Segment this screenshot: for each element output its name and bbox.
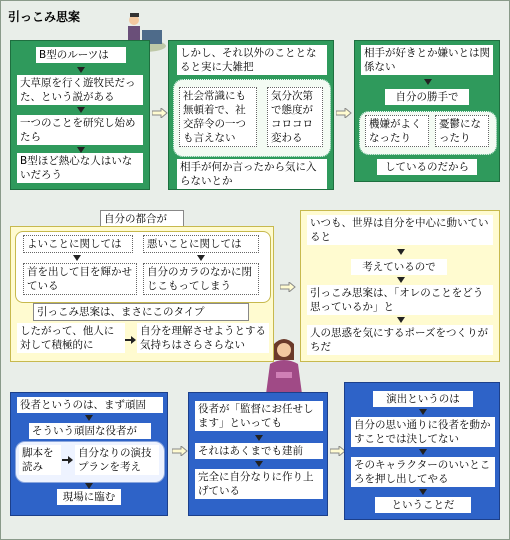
- roots-item-1: 大草原を行く遊牧民だった、という説がある: [17, 75, 143, 105]
- self-top: いつも、世界は自分を中心に動いていると: [307, 215, 493, 245]
- actor-top: 役者というのは、まず頑固: [17, 397, 163, 413]
- right-arrow-icon: [172, 446, 188, 456]
- arrow-icon: [73, 255, 81, 261]
- panel-otherwise: [168, 40, 334, 190]
- arrow-icon: [255, 461, 263, 467]
- panel-actor: [10, 392, 168, 516]
- good-text: 首を出して目を輝かせている: [23, 263, 137, 295]
- good-label: よいことに関しては: [23, 235, 133, 253]
- otherwise-left: 社会常識にも無頓着で、社交辞令の一つも言えない: [179, 87, 257, 147]
- otherwise-bottom: 相手が何か言ったから気に入らないとか: [177, 159, 327, 189]
- direction-third: そのキャラクターのいいところを押し出してやる: [351, 457, 495, 487]
- woman-figure-icon: [262, 334, 306, 394]
- self-question: 引っこみ思案は、「オレのことをどう思っているか」と: [307, 285, 493, 315]
- selfish-top: 相手が好きとか嫌いとは関係ない: [361, 45, 493, 75]
- roots-item-2: 一つのことを研究し始めたら: [17, 115, 143, 145]
- arrow-icon: [77, 67, 85, 73]
- panel-self-centered: [300, 210, 500, 362]
- right-arrow-icon: [125, 335, 137, 345]
- panel-roots: [10, 40, 150, 190]
- arrow-icon: [419, 449, 427, 455]
- direction-bottom: ということだ: [375, 497, 471, 513]
- roots-item-3: B型ほど熱心な人はいないだろう: [17, 153, 143, 183]
- bad-label: 悪いことに関しては: [143, 235, 259, 253]
- selfish-bottom: しているのだから: [377, 159, 477, 175]
- right-arrow-icon: [62, 455, 74, 465]
- conclusion-left: したがって、他人に対して積極的に: [17, 323, 125, 353]
- actor-bottom: 現場に臨む: [57, 489, 121, 505]
- direction-middle: 自分の思い通りに役者を動かすことでは決してない: [351, 417, 495, 447]
- arrow-icon: [424, 79, 432, 85]
- panel-direction: [344, 382, 500, 520]
- trust-top: 役者が「監督にお任せします」といっても: [195, 401, 323, 431]
- conclusion-right: 自分を理解させようとする気持ちはさらさらない: [137, 323, 269, 353]
- convenience-heading: 自分の都合が: [100, 210, 184, 228]
- page-title: 引っこみ思案: [8, 10, 81, 24]
- selfish-left: 機嫌がよくなったり: [365, 115, 429, 147]
- panel-director-trust: [188, 392, 328, 516]
- self-middle: 考えているので: [351, 259, 447, 275]
- right-arrow-icon: [280, 282, 296, 292]
- type-label: 引っこみ思案は、まさにこのタイプ: [33, 303, 249, 321]
- right-arrow-icon: [152, 108, 168, 118]
- otherwise-right: 気分次第で態度がコロコロ変わる: [267, 87, 323, 147]
- arrow-icon: [397, 249, 405, 255]
- selfish-right: 憂鬱になったり: [435, 115, 489, 147]
- roots-heading: B型のルーツは: [36, 47, 126, 63]
- trust-middle: それはあくまでも建前: [195, 443, 323, 459]
- arrow-icon: [77, 107, 85, 113]
- direction-top: 演出というのは: [373, 391, 473, 407]
- selfish-middle: 自分の勝手で: [385, 89, 469, 105]
- actor-second: そういう頑固な役者が: [29, 423, 151, 439]
- arrow-icon: [419, 409, 427, 415]
- arrow-icon: [197, 255, 205, 261]
- self-bottom: 人の思惑を気にするポーズをつくりがちだ: [307, 325, 493, 355]
- panel-convenience: [10, 226, 274, 362]
- panel-selfish: [354, 40, 500, 182]
- arrow-icon: [85, 415, 93, 421]
- arrow-icon: [255, 435, 263, 441]
- actor-right: 自分なりの演技プランを考え: [75, 445, 159, 475]
- otherwise-top: しかし、それ以外のこととなると実に大雑把: [177, 45, 327, 75]
- bad-text: 自分のカラのなかに閉じこもってしまう: [143, 263, 259, 295]
- right-arrow-icon: [336, 108, 352, 118]
- arrow-icon: [397, 277, 405, 283]
- arrow-icon: [397, 317, 405, 323]
- arrow-icon: [419, 489, 427, 495]
- actor-left: 脚本を読み: [19, 445, 61, 475]
- trust-bottom: 完全に自分なりに作り上げている: [195, 469, 323, 499]
